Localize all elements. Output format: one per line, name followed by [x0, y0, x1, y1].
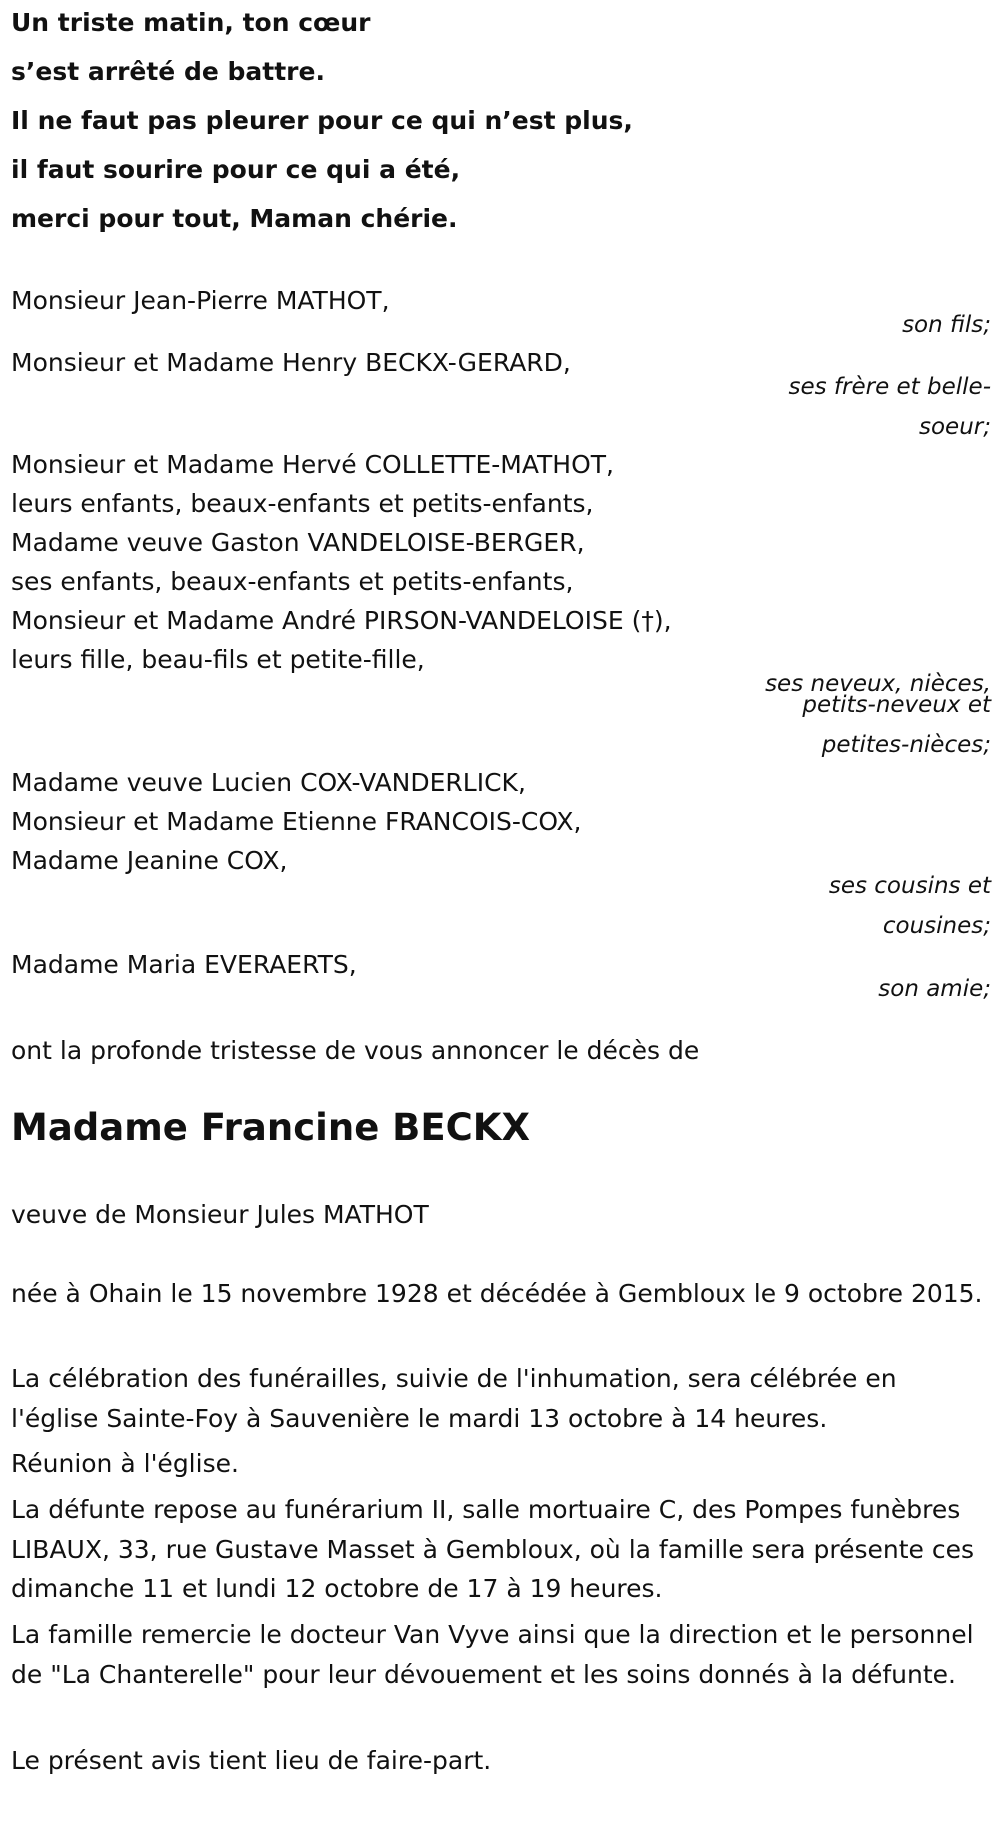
notice-paragraph: Le présent avis tient lieu de faire-part.	[11, 1746, 492, 1775]
family-relation: son fils;	[902, 312, 991, 338]
family-name-line: Monsieur et Madame André PIRSON-VANDELOISE (†),	[11, 606, 672, 635]
poem-line: Un triste matin, ton cœur	[11, 8, 371, 37]
family-name-line: ses enfants, beaux-enfants et petits-enfants,	[11, 567, 574, 596]
family-relation: petits-neveux et	[802, 692, 991, 718]
family-name-line: Monsieur et Madame Hervé COLLETTE-MATHOT,	[11, 450, 615, 479]
poem-line: s’est arrêté de battre.	[11, 57, 325, 86]
family-name-line: Monsieur Jean-Pierre MATHOT,	[11, 286, 390, 315]
family-name-line: Madame veuve Lucien COX-VANDERLICK,	[11, 768, 526, 797]
family-name-line: Madame Jeanine COX,	[11, 846, 288, 875]
poem-line: merci pour tout, Maman chérie.	[11, 204, 458, 233]
announcement-text: ont la profonde tristesse de vous annoncer le décès de	[11, 1036, 700, 1065]
family-relation: soeur;	[919, 414, 991, 440]
family-relation: petites-nièces;	[821, 732, 991, 758]
deceased-name: Madame Francine BECKX	[11, 1106, 530, 1149]
visitation-paragraph: La défunte repose au funérarium II, salle mortuaire C, des Pompes funèbres LIBAUX, 33, rue Gustave Masset à Gembloux, où la famille sera présente ces dimanche 11 et lundi 12 octobre de 17 à 19 heures.	[11, 1495, 975, 1603]
poem-line: Il ne faut pas pleurer pour ce qui n’est plus,	[11, 106, 633, 135]
family-relation: ses cousins et	[828, 873, 991, 899]
family-name-line: Madame veuve Gaston VANDELOISE-BERGER,	[11, 528, 585, 557]
widow-of-text: veuve de Monsieur Jules MATHOT	[11, 1200, 429, 1229]
thanks-paragraph: La famille remercie le docteur Van Vyve ainsi que la direction et le personnel de "La Chanterelle" pour leur dévouement et les soins donnés à la défunte.	[11, 1620, 974, 1689]
family-relation: ses neveux, nièces,	[765, 671, 991, 697]
family-name-line: leurs enfants, beaux-enfants et petits-enfants,	[11, 489, 594, 518]
funeral-paragraph: La célébration des funérailles, suivie de l'inhumation, sera célébrée en l'église Sainte-Foy à Sauvenière le mardi 13 octobre à 14 heures.	[11, 1364, 897, 1433]
poem-line: il faut sourire pour ce qui a été,	[11, 155, 461, 184]
meeting-paragraph: Réunion à l'église.	[11, 1449, 239, 1478]
family-name-line: Monsieur et Madame Etienne FRANCOIS-COX,	[11, 807, 582, 836]
family-name-line: Madame Maria EVERAERTS,	[11, 950, 357, 979]
family-relation: son amie;	[878, 976, 991, 1002]
birth-death-paragraph: née à Ohain le 15 novembre 1928 et décédée à Gembloux le 9 octobre 2015.	[11, 1279, 983, 1308]
family-relation: ses frère et belle-	[788, 374, 991, 400]
family-name-line: Monsieur et Madame Henry BECKX-GERARD,	[11, 348, 571, 377]
family-relation: cousines;	[882, 913, 991, 939]
family-name-line: leurs fille, beau-fils et petite-fille,	[11, 645, 425, 674]
